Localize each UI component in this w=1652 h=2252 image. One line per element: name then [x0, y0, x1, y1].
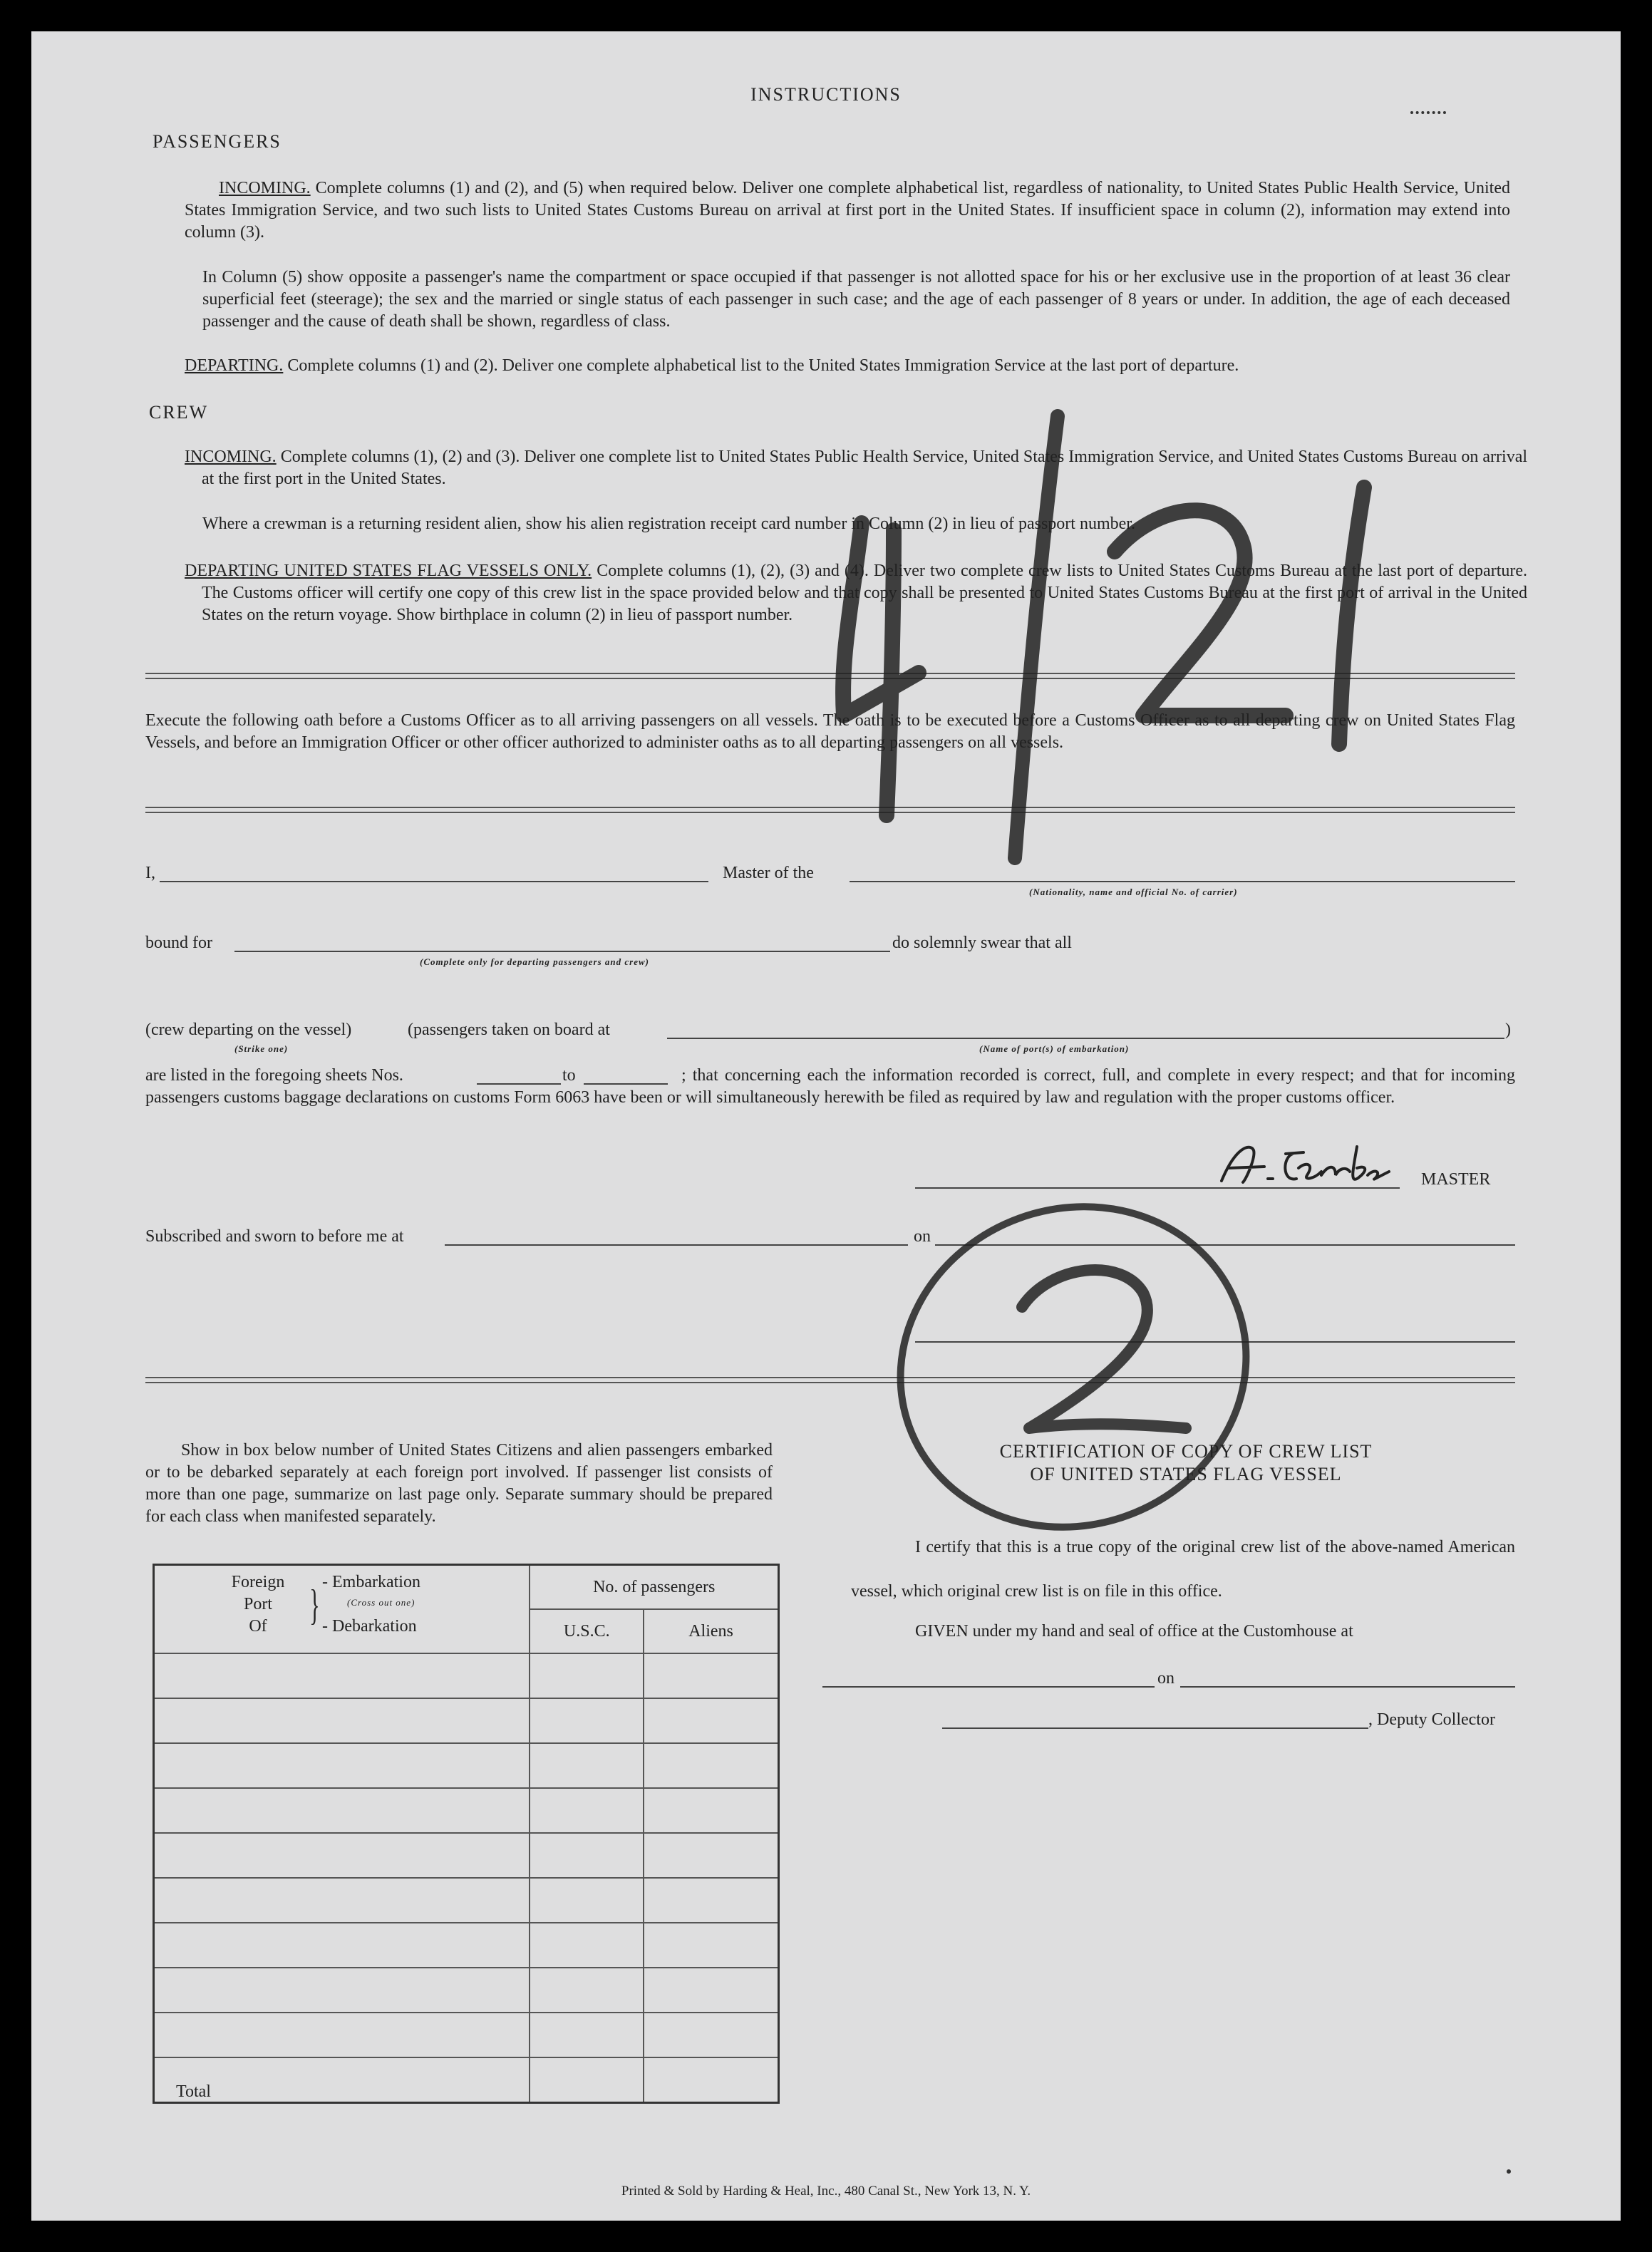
- bound-for-note: (Complete only for departing passengers and crew): [420, 956, 649, 967]
- cert-on-label: on: [1157, 1669, 1175, 1688]
- carrier-note: (Nationality, name and official No. of carrier): [1029, 887, 1238, 897]
- of-label: Of: [249, 1617, 267, 1636]
- crew-departing-option: (crew departing on the vessel): [145, 1021, 352, 1039]
- form-sheet: [31, 31, 1621, 2221]
- debarkation-label: - Debarkation: [322, 1617, 417, 1636]
- no-passengers-header: No. of passengers: [530, 1565, 778, 1610]
- incoming-label: INCOMING.: [219, 179, 311, 197]
- crewman-paragraph: Where a crewman is a returning resident alien, show his alien registration receipt card number in Column (2) in lieu of passport number.: [202, 515, 1135, 533]
- swear-label: do solemnly swear that all: [892, 934, 1072, 952]
- sheets-label: are listed in the foregoing sheets Nos.: [145, 1066, 403, 1085]
- passengers-heading: PASSENGERS: [153, 131, 282, 152]
- pencil-annotations: [31, 31, 1621, 2221]
- total-label: Total: [154, 2057, 530, 2103]
- subscribed-label: Subscribed and sworn to before me at: [145, 1227, 404, 1246]
- port-label: Port: [243, 1595, 272, 1613]
- subscribed-on-label: on: [914, 1227, 931, 1246]
- printer-footer: Printed & Sold by Harding & Heal, Inc., 480 Canal St., New York 13, N. Y.: [621, 2184, 1031, 2199]
- flag-vessels-text: Complete columns (1), (2), (3) and (4). Deliver two complete crew lists to United States Customs Bureau at the last port of departure. The Customs officer will certify one copy of this crew list in the space provided below and that copy shall be presented to United States Customs Bureau at the first port of arrival in the United States on the return voyage. Show birthplace in column (2) in lieu of passport number.: [202, 562, 1528, 624]
- column5-paragraph: In Column (5) show opposite a passenger's name the compartment or space occupied if that passenger is not allotted space for his or her exclusive use in the proportion of at least 36 clear superficial feet (steerage); the sex and the married or single status of each passenger in such case; and the age of each passenger of 8 years or under. In addition, the age of each deceased passenger and the cause of death shall be shown, regardless of class.: [202, 268, 1510, 331]
- close-paren: ): [1505, 1021, 1511, 1039]
- brace-glyph: }: [309, 1581, 320, 1628]
- oath-intro: Execute the following oath before a Customs Officer as to all arriving passengers on all vessels. The oath is to be executed before a Customs Officer as to all departing crew on United States Flag Vessels, and before an Immigration Officer or other officer authorized to administer oaths as to all departing passengers on all vessels.: [145, 711, 1515, 752]
- master-of-label: Master of the: [723, 864, 814, 882]
- certify-text: I certify that this is a true copy of the original crew list of the above-named American vessel, which original crew list is on file in this office.: [851, 1538, 1515, 1601]
- deputy-collector-label: , Deputy Collector: [1368, 1710, 1495, 1729]
- flag-vessels-label: DEPARTING UNITED STATES FLAG VESSELS ONLY.: [185, 562, 592, 580]
- usc-header: U.S.C.: [530, 1609, 644, 1653]
- bound-for-label: bound for: [145, 934, 212, 952]
- crew-incoming-text: Complete columns (1), (2) and (3). Deliver one complete list to United States Public Health Service, United States Immigration Service, and United States Customs Bureau on arrival at the first port in the United States.: [202, 448, 1528, 488]
- crew-incoming-label: INCOMING.: [185, 448, 277, 466]
- cross-out-note: (Cross out one): [347, 1597, 415, 1608]
- strike-note: (Strike one): [234, 1043, 289, 1054]
- sheets-rest: ; that concerning each the information recorded is correct, full, and complete in every respect; and that for incoming passengers customs baggage declarations on customs Form 6063 have been or will simultaneously herewith be filed as required by law and regulation with the proper customs officer.: [145, 1066, 1515, 1107]
- to-label: to: [562, 1066, 576, 1085]
- embark-note: (Name of port(s) of embarkation): [979, 1043, 1130, 1054]
- instructions-title: INSTRUCTIONS: [750, 84, 902, 105]
- aliens-header: Aliens: [644, 1609, 778, 1653]
- departing-label: DEPARTING.: [185, 356, 284, 375]
- summary-instructions: Show in box below number of United States Citizens and alien passengers embarked or to be debarked separately at each foreign port involved. If passenger list consists of more than one page, summarize on last page only. Separate summary should be prepared for each class when manifested separately.: [145, 1441, 773, 1526]
- crew-heading: CREW: [149, 402, 209, 423]
- departing-text: Complete columns (1) and (2). Deliver one complete alphabetical list to the United States Immigration Service at the last port of departure.: [287, 356, 1239, 375]
- oath-i-label: I,: [145, 864, 155, 882]
- master-label: MASTER: [1421, 1170, 1491, 1189]
- given-text: GIVEN under my hand and seal of office at the Customhouse at: [915, 1622, 1353, 1641]
- foreign-label: Foreign: [231, 1573, 285, 1591]
- certification-title-2: OF UNITED STATES FLAG VESSEL: [1030, 1464, 1342, 1484]
- incoming-text: Complete columns (1) and (2), and (5) when required below. Deliver one complete alphabetical list, regardless of nationality, to United States Public Health Service, United States Immigration Service, and two such lists to United States Customs Bureau on arrival at first port in the United States. If insufficient space in column (2), information may extend into column (3).: [185, 179, 1511, 242]
- passengers-taken-option: (passengers taken on board at: [408, 1021, 610, 1039]
- certification-title-1: CERTIFICATION OF COPY OF CREW LIST: [999, 1441, 1373, 1462]
- embarkation-label: - Embarkation: [322, 1573, 420, 1591]
